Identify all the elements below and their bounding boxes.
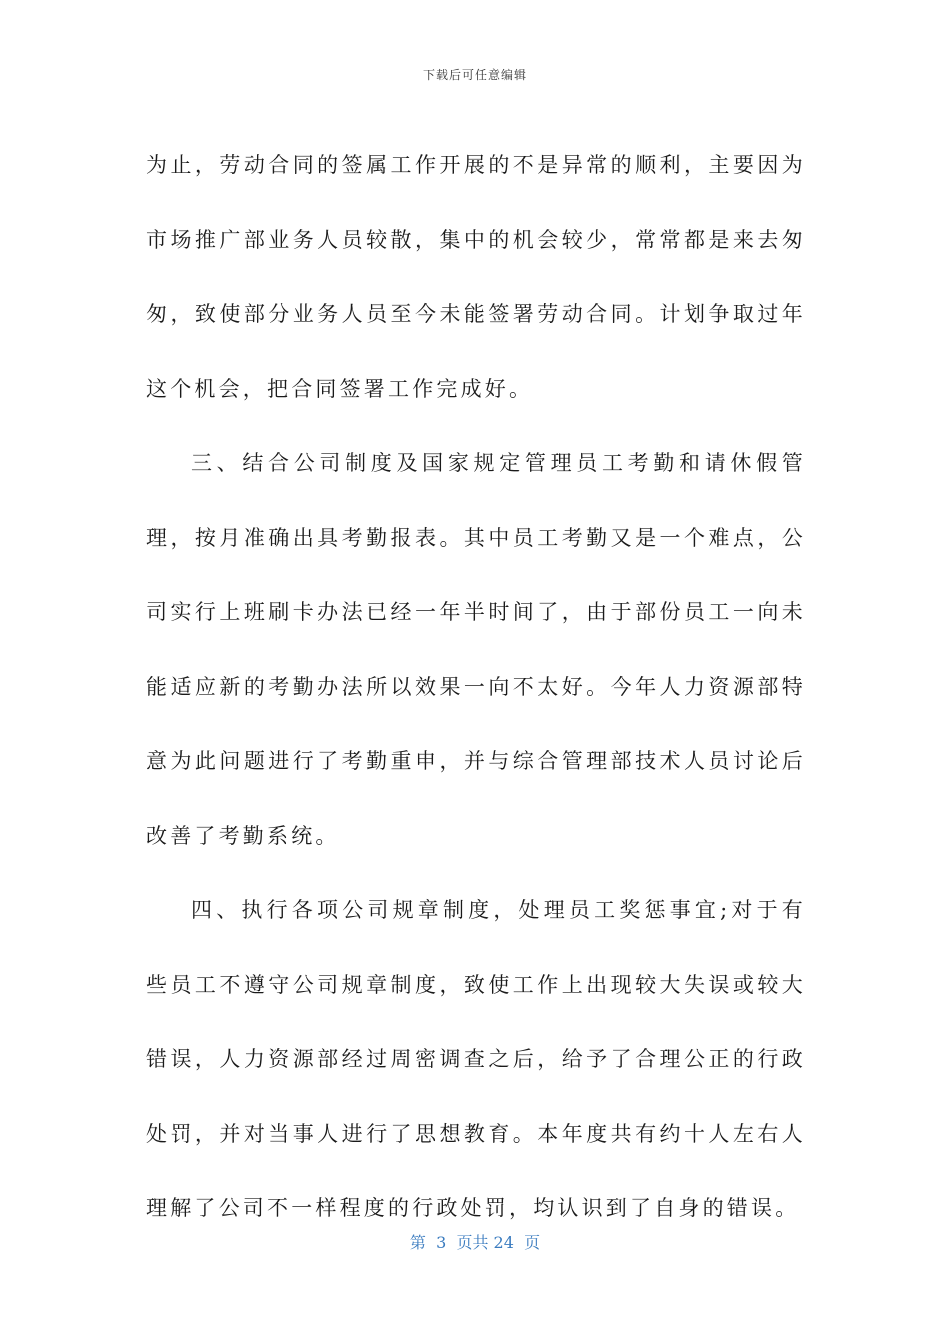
document-body	[146, 128, 806, 1246]
paragraph-attendance: 三、结合公司制度及国家规定管理员工考勤和请休假管理，按月准确出具考勤报表。其中员工考勤又是一个难点，公司实行上班刷卡办法已经一年半时间了，由于部份员工一向未能适应新的考勤办法所以效果一向不太好。今年人力资源部特意为此问题进行了考勤重申，并与综合管理部技术人员讨论后改善了考勤系统。	[146, 451, 806, 848]
header-note: 下载后可任意编辑	[422, 68, 527, 82]
paragraph-continuation: 为止，劳动合同的签属工作开展的不是异常的顺利，主要因为市场推广部业务人员较散，集中的机会较少，常常都是来去匆匆，致使部分业务人员至今未能签署劳动合同。计划争取过年这个机会，把合同签署工作完成好。	[146, 153, 806, 401]
paragraph-discipline: 四、执行各项公司规章制度，处理员工奖惩事宜;对于有些员工不遵守公司规章制度，致使工作上出现较大失误或较大错误，人力资源部经过周密调查之后，给予了合理公正的行政处罚，并对当事人进行了思想教育。本年度共有约十人左右人理解了公司不一样程度的行政处罚，均认识到了自身的错误。	[146, 898, 806, 1220]
page-number-footer: 第 3 页共 24 页	[409, 1233, 541, 1252]
